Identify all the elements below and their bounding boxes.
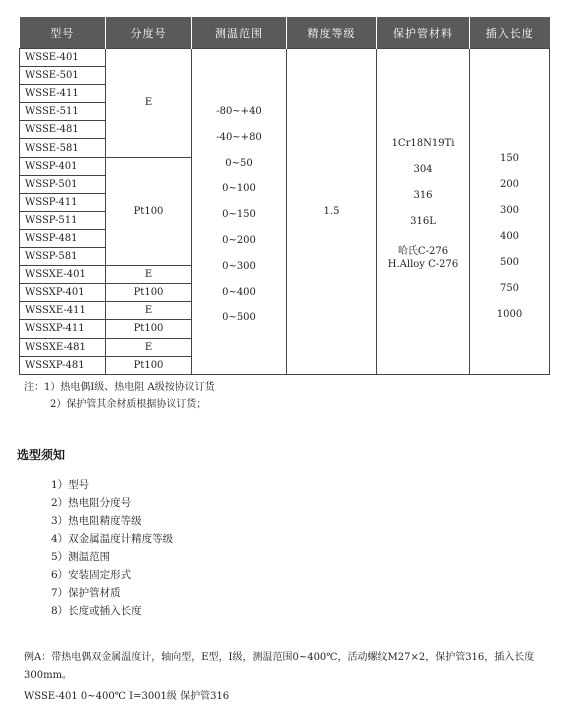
list-item: 7）保护管材质: [51, 587, 121, 599]
range-value: 0~150: [222, 209, 256, 221]
material-value: 哈氏C-276: [397, 246, 449, 257]
table-row: [20, 49, 550, 67]
length-value: 750: [499, 283, 520, 294]
length-value: 500: [499, 257, 520, 268]
list-item: 8）长度或插入长度: [51, 605, 142, 617]
model-cell: WSSE-511: [20, 103, 106, 121]
example-text: 例A：带热电偶双金属温度计，轴向型，E型，I级，测温范围0~400℃，活动螺纹M27×2，保护管316，插入长度300mm。: [24, 652, 535, 681]
range-value: 0~100: [222, 183, 256, 195]
section-title: 选型须知: [17, 448, 66, 462]
model-cell: WSSE-401: [20, 49, 106, 67]
header-model: 型号: [20, 17, 106, 49]
list-item: 3）热电阻精度等级: [51, 515, 142, 527]
range-value: -40~+80: [216, 131, 262, 143]
model-cell: WSSXE-411: [20, 302, 106, 320]
range-value: 0~400: [222, 286, 256, 298]
division-cell: E: [106, 338, 192, 356]
length-cell: [470, 49, 550, 375]
model-cell: WSSXE-481: [20, 338, 106, 356]
note-line: 2）保护管其余材质根据协议订货；: [50, 399, 207, 410]
range-value: 0~200: [222, 234, 256, 246]
list-item: 5）测温范围: [51, 551, 111, 563]
division-cell: E: [106, 266, 192, 284]
range-value: 0~50: [225, 157, 253, 169]
material-value: 1Cr18N19Ti: [391, 138, 455, 149]
range-value: 0~300: [222, 260, 256, 272]
model-cell: WSSE-411: [20, 85, 106, 103]
material-value: 316L: [410, 216, 436, 227]
list-item: 4）双金属温度计精度等级: [51, 533, 174, 545]
material-value: 304: [413, 164, 433, 175]
list-item: 6）安装固定形式: [51, 569, 132, 581]
example-code: WSSE-401 0~400℃ I=3001级 保护管316: [24, 691, 230, 702]
model-cell: WSSP-501: [20, 175, 106, 193]
length-value: 200: [499, 179, 520, 190]
header-length: 插入长度: [470, 17, 550, 49]
model-cell: WSSP-481: [20, 229, 106, 247]
division-cell: Pt100: [106, 320, 192, 338]
model-cell: WSSXP-401: [20, 284, 106, 302]
spec-table: [19, 17, 550, 375]
selection-guide-list: [51, 476, 173, 620]
header-material: 保护管材料: [377, 17, 470, 49]
header-accuracy: 精度等级: [287, 17, 377, 49]
division-cell: Pt100: [106, 284, 192, 302]
range-value: -80~+40: [216, 106, 262, 117]
model-cell: WSSP-411: [20, 193, 106, 211]
material-value: 316: [413, 190, 433, 201]
range-value: 0~500: [222, 312, 256, 324]
model-cell: WSSE-501: [20, 67, 106, 85]
accuracy-cell: 1.5: [287, 49, 377, 375]
division-cell: Pt100: [106, 157, 192, 266]
length-value: 400: [499, 231, 520, 242]
list-item: 2）热电阻分度号: [51, 497, 132, 509]
model-cell: WSSP-401: [20, 157, 106, 175]
range-cell: [192, 49, 287, 375]
length-value: 150: [499, 153, 520, 164]
table-notes: [24, 379, 215, 413]
model-cell: WSSXP-411: [20, 320, 106, 338]
note-line: 注：1）热电偶I级、热电阻 A级按协议订货: [24, 382, 215, 393]
model-cell: WSSP-581: [20, 248, 106, 266]
model-cell: WSSXE-401: [20, 266, 106, 284]
length-value: 1000: [496, 309, 523, 320]
header-division: 分度号: [106, 17, 192, 49]
model-cell: WSSP-511: [20, 211, 106, 229]
length-value: 300: [499, 205, 520, 216]
material-cell: [377, 49, 470, 375]
division-cell: E: [106, 49, 192, 158]
model-cell: WSSE-581: [20, 139, 106, 157]
material-value: H.Alloy C-276: [387, 259, 459, 270]
list-item: 1）型号: [51, 479, 90, 491]
division-cell: Pt100: [106, 356, 192, 374]
model-cell: WSSE-481: [20, 121, 106, 139]
division-cell: E: [106, 302, 192, 320]
table-header-row: [20, 17, 550, 49]
model-cell: WSSXP-481: [20, 356, 106, 374]
example-block: [24, 649, 554, 706]
header-range: 测温范围: [192, 17, 287, 49]
